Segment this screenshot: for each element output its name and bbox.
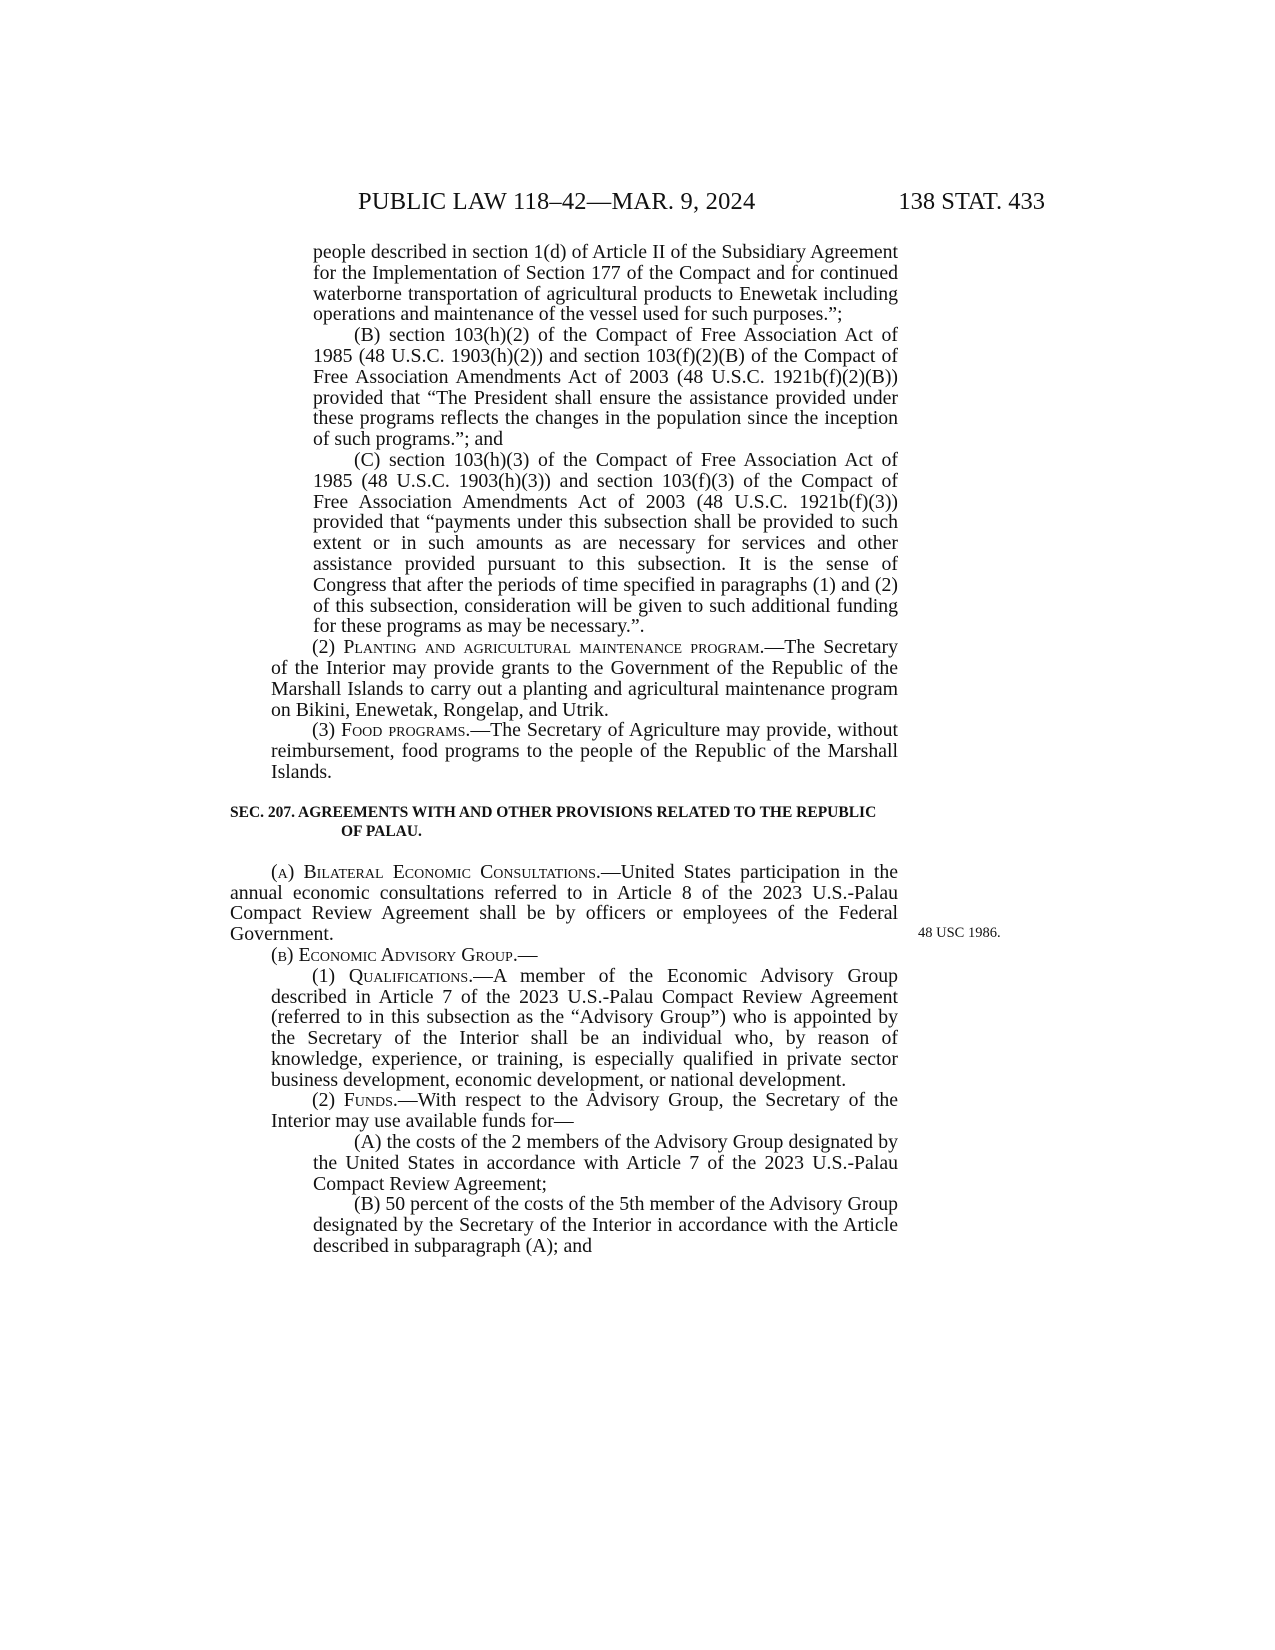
paragraph-2-funds (230, 1090, 898, 1132)
paragraph-text: With respect to the Advisory Group, the Secretary of the Interior may use available funds for— (271, 1089, 898, 1133)
paragraph-a-continuation: people described in section 1(d) of Article II of the Subsidiary Agreement for the Implementation of Section 177 of the Compact and for continued waterborne transportation of agricultural products to Enewetak including operations and maintenance of the vessel used for such purposes.”; (313, 241, 898, 326)
paragraph-1-qualifications (230, 966, 898, 1091)
paragraph-2-planting-program (230, 637, 898, 720)
subsection-text: United States participation in the annual economic consultations referred to in Article 8 of the 2023 U.S.-Palau Compact Review Agreement shall be by officers or employees of the Federal Government. (230, 860, 898, 946)
paragraph-text: A member of the Economic Advisory Group described in Article 7 of the 2023 U.S.-Palau Compact Review Agreement (referred to in this subsection as the “Advisory Group”) who is appointed by the Secretary of the Interior shall be an individual who, by reason of knowledge, experience, or training, is especially qualified in private sector business development, economic development, or national development. (271, 964, 898, 1091)
subparagraph-c: (C) section 103(h)(3) of the Compact of Free Association Act of 1985 (48 U.S.C. 1903(h)(3)) and section 103(f)(3) of the Compact of Free Association Amendments Act of 2003 (48 U.S.C. 1921b(f)(3)) provided that “payments under this subsection shall be provided to such extent or in such amounts as are necessary for services and other assistance provided pursuant to this subsection. It is the sense of Congress that after the periods of time specified in paragraphs (1) and (2) of this subsection, consideration will be given to such additional funding for these programs as may be necessary.”. (313, 448, 898, 638)
paragraph-text: The Secretary of Agriculture may provide, without reimbursement, food programs to the people of the Republic of the Marshall Islands. (271, 719, 899, 783)
subsection-heading: (a) Bilateral Economic Consultations.— (271, 860, 621, 883)
section-207-heading: SEC. 207. AGREEMENTS WITH AND OTHER PROVISIONS RELATED TO THE REPUBLIC OF PALAU. (230, 803, 877, 840)
margin-citation-note: 48 USC 1986. (918, 925, 1001, 941)
paragraph-3-food-programs (230, 720, 898, 782)
subsection-a-consultations (230, 862, 898, 945)
subparagraph-b: (B) section 103(h)(2) of the Compact of Free Association Act of 1985 (48 U.S.C. 1903(h)(2)) and section 103(f)(2)(B) of the Compact of Free Association Amendments Act of 2003 (48 U.S.C. 1921b(f)(2)(B)) provided that “The President shall ensure the assistance provided under these programs reflects the changes in the population since the inception of such programs.”; and (313, 324, 898, 451)
paragraph-heading: (2) Planting and agricultural maintenance program.— (312, 636, 785, 659)
running-header-title: PUBLIC LAW 118–42—MAR. 9, 2024 (358, 188, 756, 215)
paragraph-heading: (1) Qualifications.— (312, 964, 493, 987)
subsection-heading: (b) Economic Advisory Group.— (271, 943, 538, 966)
paragraph-heading: (2) Funds.— (312, 1089, 418, 1112)
subsection-b-advisory-group (230, 945, 898, 966)
document-body (230, 242, 898, 1257)
paragraph-heading: (3) Food programs.— (312, 719, 491, 742)
subparagraph-b-costs: (B) 50 percent of the costs of the 5th member of the Advisory Group designated by the Secretary of the Interior in accordance with the Article described in subparagraph (A); and (313, 1193, 898, 1258)
page-number: 138 STAT. 433 (898, 188, 1045, 215)
paragraph-text: The Secretary of the Interior may provide grants to the Government of the Republic of the Marshall Islands to carry out a planting and agricultural maintenance program on Bikini, Enewetak, Rongelap, and Utrik. (271, 636, 898, 721)
subparagraph-a-costs: (A) the costs of the 2 members of the Advisory Group designated by the United States in accordance with Article 7 of the 2023 U.S.-Palau Compact Review Agreement; (313, 1131, 898, 1195)
